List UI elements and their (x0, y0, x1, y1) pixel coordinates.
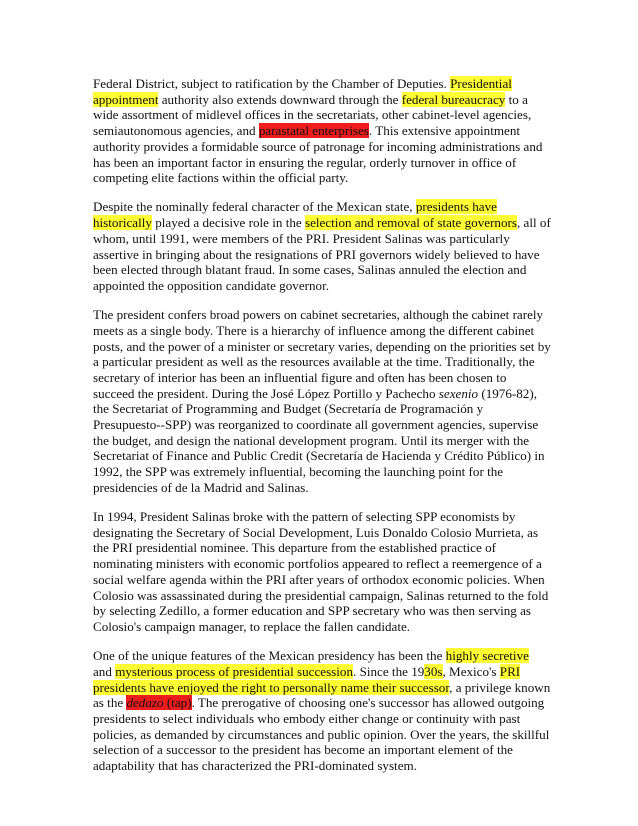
highlighted-text-yellow: Presidential appointment (93, 76, 512, 107)
highlighted-text-yellow: selection and removal of state governors (305, 215, 517, 231)
italic-text: sexenio (438, 385, 479, 401)
highlighted-text-yellow: mysterious process of presidential succession (115, 663, 354, 679)
text-segment: . Since the 19 (353, 663, 425, 679)
highlighted-text-red: (tap) (163, 695, 192, 711)
highlighted-text-yellow: 30s (424, 663, 443, 679)
text-segment: and (93, 663, 116, 679)
text-segment: played a decisive role in the (151, 215, 305, 231)
text-segment: authority also extends downward through the (158, 91, 402, 107)
paragraph-cabinet-secretaries (93, 307, 551, 495)
highlighted-text-red: dedazo (126, 695, 164, 711)
highlighted-text-yellow: highly secretive (445, 648, 529, 664)
text-segment: , a privilege known as the (93, 679, 551, 711)
text-segment: , Mexico's (442, 663, 500, 679)
paragraph-salinas-1994 (93, 509, 551, 635)
paragraph-state-governors (93, 199, 551, 293)
paragraph-presidential-appointment (93, 76, 551, 186)
text-segment: , all of whom, until 1991, were members of the PRI. President Salinas was particularly assertive in bringing about the resignations of PRI governors widely believed to have been elected through blatant fraud. In some cases, Salinas annuled the election and appointed the opposition candidate governor. (93, 215, 551, 293)
highlighted-text-yellow: federal bureaucracy (401, 91, 506, 107)
text-segment: Despite the nominally federal character of the Mexican state, (93, 199, 416, 215)
text-segment: The president confers broad powers on cabinet secretaries, although the cabinet rarely meets as a single body. There is a hierarchy of influence among the different cabinet posts, and the power of a minister or secretary varies, depending on the priorities set by a particular president as well as the resources available at the time. Traditionally, the secretary of interior has been an influential figure and often has been chosen to succeed the president. During the José López Portillo y Pachecho (93, 307, 551, 401)
text-segment: One of the unique features of the Mexican presidency has been the (93, 648, 446, 664)
text-segment: to a wide assortment of midlevel offices in the secretariats, other cabinet-level agencies, semiautonomous agencies, and (93, 91, 532, 139)
text-segment: . The prerogative of choosing one's successor has allowed outgoing presidents to select individuals who embody either change or continuity with past policies, as demanded by circumstances and public opinion. Over the years, the skillful selection of a successor to the president has become an important element of the adaptability that has characterized the PRI-dominated system. (93, 695, 550, 774)
highlighted-text-yellow: PRI presidents have enjoyed the right to personally name their successor (93, 663, 521, 695)
paragraph-presidential-succession (93, 648, 551, 774)
text-segment: Federal District, subject to ratification by the Chamber of Deputies. (93, 76, 451, 91)
highlighted-text-yellow: presidents have historically (93, 199, 497, 231)
text-segment: In 1994, President Salinas broke with the pattern of selecting SPP economists by designating the Secretary of Social Development, Luis Donaldo Colosio Murrieta, as the PRI presidential nominee. This departure from the established practice of nominating ministers with economic portfolios appeared to reflect a reemergence of a social welfare agenda within the PRI after years of orthodox economic policies. When Colosio was assassinated during the presidential campaign, Salinas returned to the fold by selecting Zedillo, a former education and SPP secretary who was then serving as Colosio's campaign manager, to replace the fallen candidate. (93, 509, 549, 634)
highlighted-text-red: parastatal enterprises (258, 123, 369, 139)
text-segment: (1976-82), the Secretariat of Programming and Budget (Secretaría de Programación y Presupuesto--SPP) was reorganized to coordinate all government agencies, supervise the budget, and design the national development program. Until its merger with the Secretariat of Finance and Public Credit (Secretaría de Hacienda y Crédito Público) in 1992, the SPP was extremely influential, becoming the launching point for the presidencies of de la Madrid and Salinas. (93, 385, 545, 495)
text-segment: . This extensive appointment authority provides a formidable source of patronage for incoming administrations and has been an important factor in ensuring the regular, orderly turnover in office of competing elite factions within the official party. (93, 123, 543, 186)
document-page (93, 76, 551, 787)
